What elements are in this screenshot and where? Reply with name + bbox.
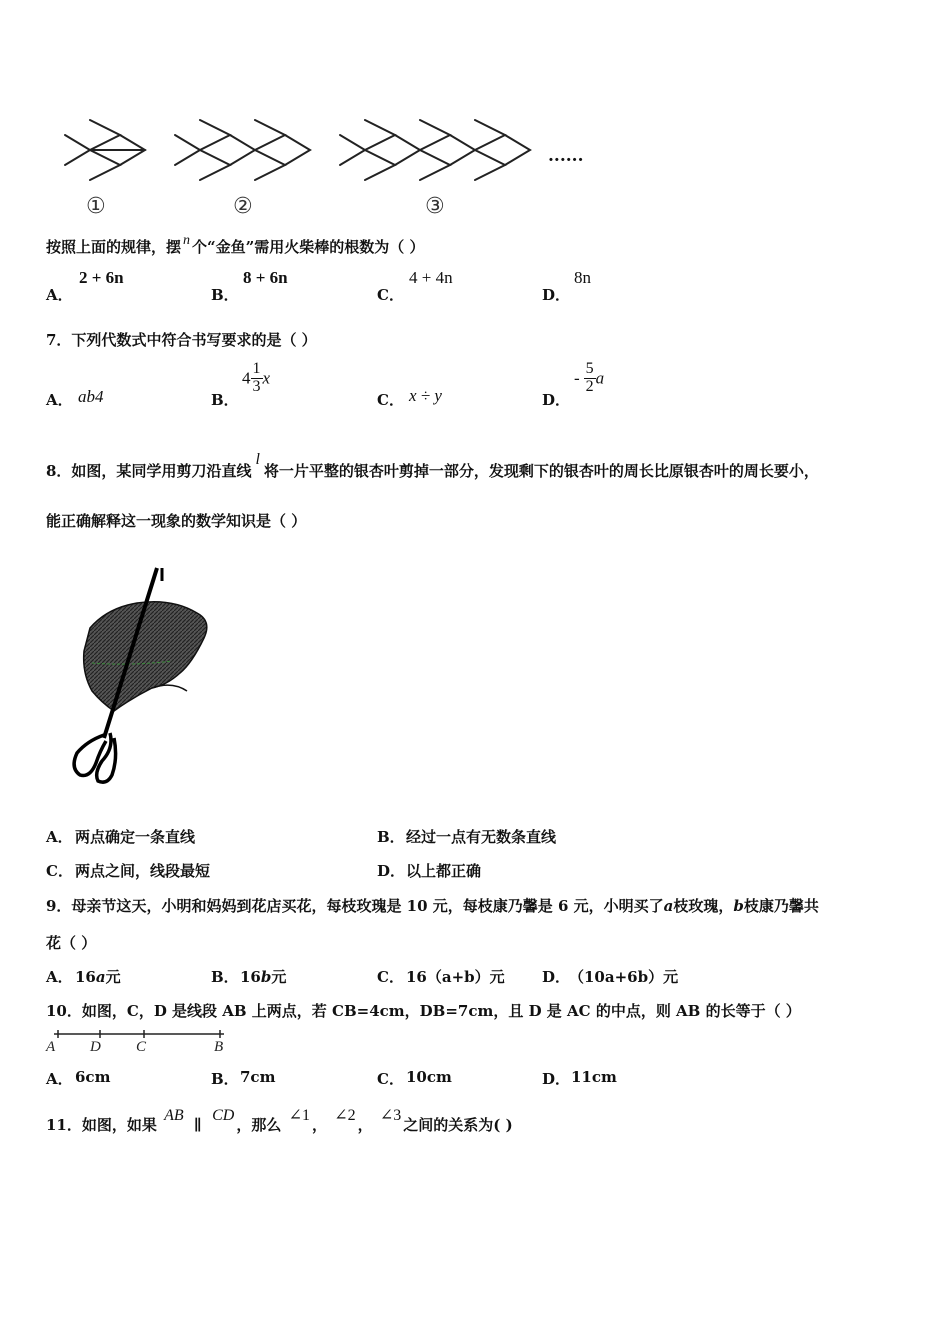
q8-option-d-label: D． — [377, 862, 406, 880]
figure-label-2: ② — [233, 194, 253, 219]
q7-option-b-fraction: $\frac{1}{3}$ — [252, 360, 261, 395]
q7-stem: 7．下列代数式中符合书写要求的是（ ） — [46, 331, 317, 349]
point-b: B — [214, 1039, 224, 1055]
q11-cd: CD — [212, 1107, 235, 1124]
q9-option-d: （10a+6b）元 — [569, 968, 679, 986]
q6-var-n: n — [183, 233, 191, 248]
q11-angle-2: ∠2 — [334, 1107, 356, 1124]
q7-option-c: x ÷ y — [409, 386, 442, 405]
q6-stem: 按照上面的规律，摆 n 个“金鱼”需用火柴棒的根数为（ ） — [46, 233, 425, 256]
q9-stem-line2: 花（ ） — [46, 934, 97, 952]
q7-option-b: 4 $\frac{1}{3}$ x — [242, 360, 271, 395]
q7-option-d-fraction: $\frac{5}{2}$ — [585, 360, 594, 395]
q7-option-d: - $\frac{5}{2}$ a — [574, 360, 605, 395]
q8-option-a-label: A． — [46, 828, 73, 846]
q8-option-c: 两点之间，线段最短 — [75, 862, 211, 880]
q9-option-c-label: C． — [377, 968, 404, 986]
q6-option-a-label: A． — [46, 286, 73, 304]
q9-option-c: 16（a+b）元 — [406, 968, 505, 986]
fish-pattern-2 — [175, 120, 310, 180]
q11-ab: AB — [164, 1107, 184, 1124]
q11-parallel: ∥ — [193, 1116, 202, 1134]
q6-option-c-label: C． — [377, 286, 404, 304]
q10-option-d-label: D． — [542, 1070, 571, 1088]
q8-option-b: 经过一点有无数条直线 — [406, 828, 557, 846]
q9-option-b: 16b元 — [240, 968, 287, 986]
q7-option-d-label: D． — [542, 391, 571, 409]
ginkgo-leaf-scissors-figure — [62, 563, 222, 793]
q8-option-a: 两点确定一条直线 — [75, 828, 196, 846]
q10-option-b-label: B． — [211, 1070, 239, 1088]
fish-pattern-3 — [340, 120, 530, 180]
q6-option-d: 8n — [574, 268, 591, 287]
q9-option-b-label: B． — [211, 968, 239, 986]
q8-stem-line2: 能正确解释这一现象的数学知识是（ ） — [46, 512, 307, 530]
ellipsis: ...... — [548, 146, 584, 166]
q10-option-a-label: A． — [46, 1070, 73, 1088]
q8-option-c-label: C． — [46, 862, 73, 880]
point-c: C — [136, 1039, 147, 1055]
q6-option-a: 2 + 6n — [79, 268, 124, 287]
q10-option-a: 6cm — [75, 1068, 111, 1086]
fish-pattern-1 — [65, 120, 145, 180]
q7-option-a-label: A． — [46, 391, 73, 409]
q8-stem-line1: 8．如图，某同学用剪刀沿直线l将一片平整的银杏叶剪掉一部分，发现剩下的银杏叶的周长比原银杏叶的周长要小， — [46, 451, 819, 480]
q7-option-a: ab4 — [78, 387, 104, 406]
ginkgo-leaf — [84, 602, 207, 711]
q6-option-c: 4 + 4n — [409, 268, 453, 287]
q10-option-c-label: C． — [377, 1070, 404, 1088]
q10-stem: 10．如图，C，D 是线段 AB 上两点，若 CB=4cm，DB=7cm，且 D 是 AC 的中点，则 AB 的长等于（ ） — [46, 1002, 801, 1020]
scissors-icon — [74, 733, 115, 782]
q9-stem-line1: 9．母亲节这天，小明和妈妈到花店买花，每枝玫瑰是 10 元，每枝康乃馨是 6 元，小明买了a枝玫瑰，b枝康乃馨共 — [46, 897, 819, 915]
point-a: A — [46, 1039, 56, 1055]
q8-var-l: l — [255, 451, 260, 468]
q10-option-c: 10cm — [406, 1068, 452, 1086]
q6-option-d-label: D． — [542, 286, 571, 304]
q6-option-b-label: B． — [211, 286, 239, 304]
q9-option-a-label: A． — [46, 968, 73, 986]
q9-option-d-label: D． — [542, 968, 571, 986]
q11-angle-1: ∠1 — [288, 1107, 310, 1124]
figure-label-1: ① — [86, 194, 106, 219]
q8-option-d: 以上都正确 — [406, 862, 482, 880]
q7-option-c-label: C． — [377, 391, 404, 409]
q7-option-b-label: B． — [211, 391, 239, 409]
segment-ab-figure — [44, 1026, 234, 1056]
q10-option-b: 7cm — [240, 1068, 276, 1086]
q10-option-d: 11cm — [571, 1068, 617, 1086]
q9-option-a: 16a元 — [75, 968, 121, 986]
point-d: D — [90, 1039, 101, 1055]
q6-option-b: 8 + 6n — [243, 268, 288, 287]
matchstick-fish-figure — [55, 105, 595, 195]
q8-option-b-label: B． — [377, 828, 405, 846]
q11-angle-3: ∠3 — [379, 1107, 402, 1124]
figure-label-3: ③ — [425, 194, 445, 219]
q11-stem: 11．如图，如果 AB ∥ CD，那么 ∠1， ∠2， ∠3之间的关系为( ) — [46, 1107, 513, 1134]
